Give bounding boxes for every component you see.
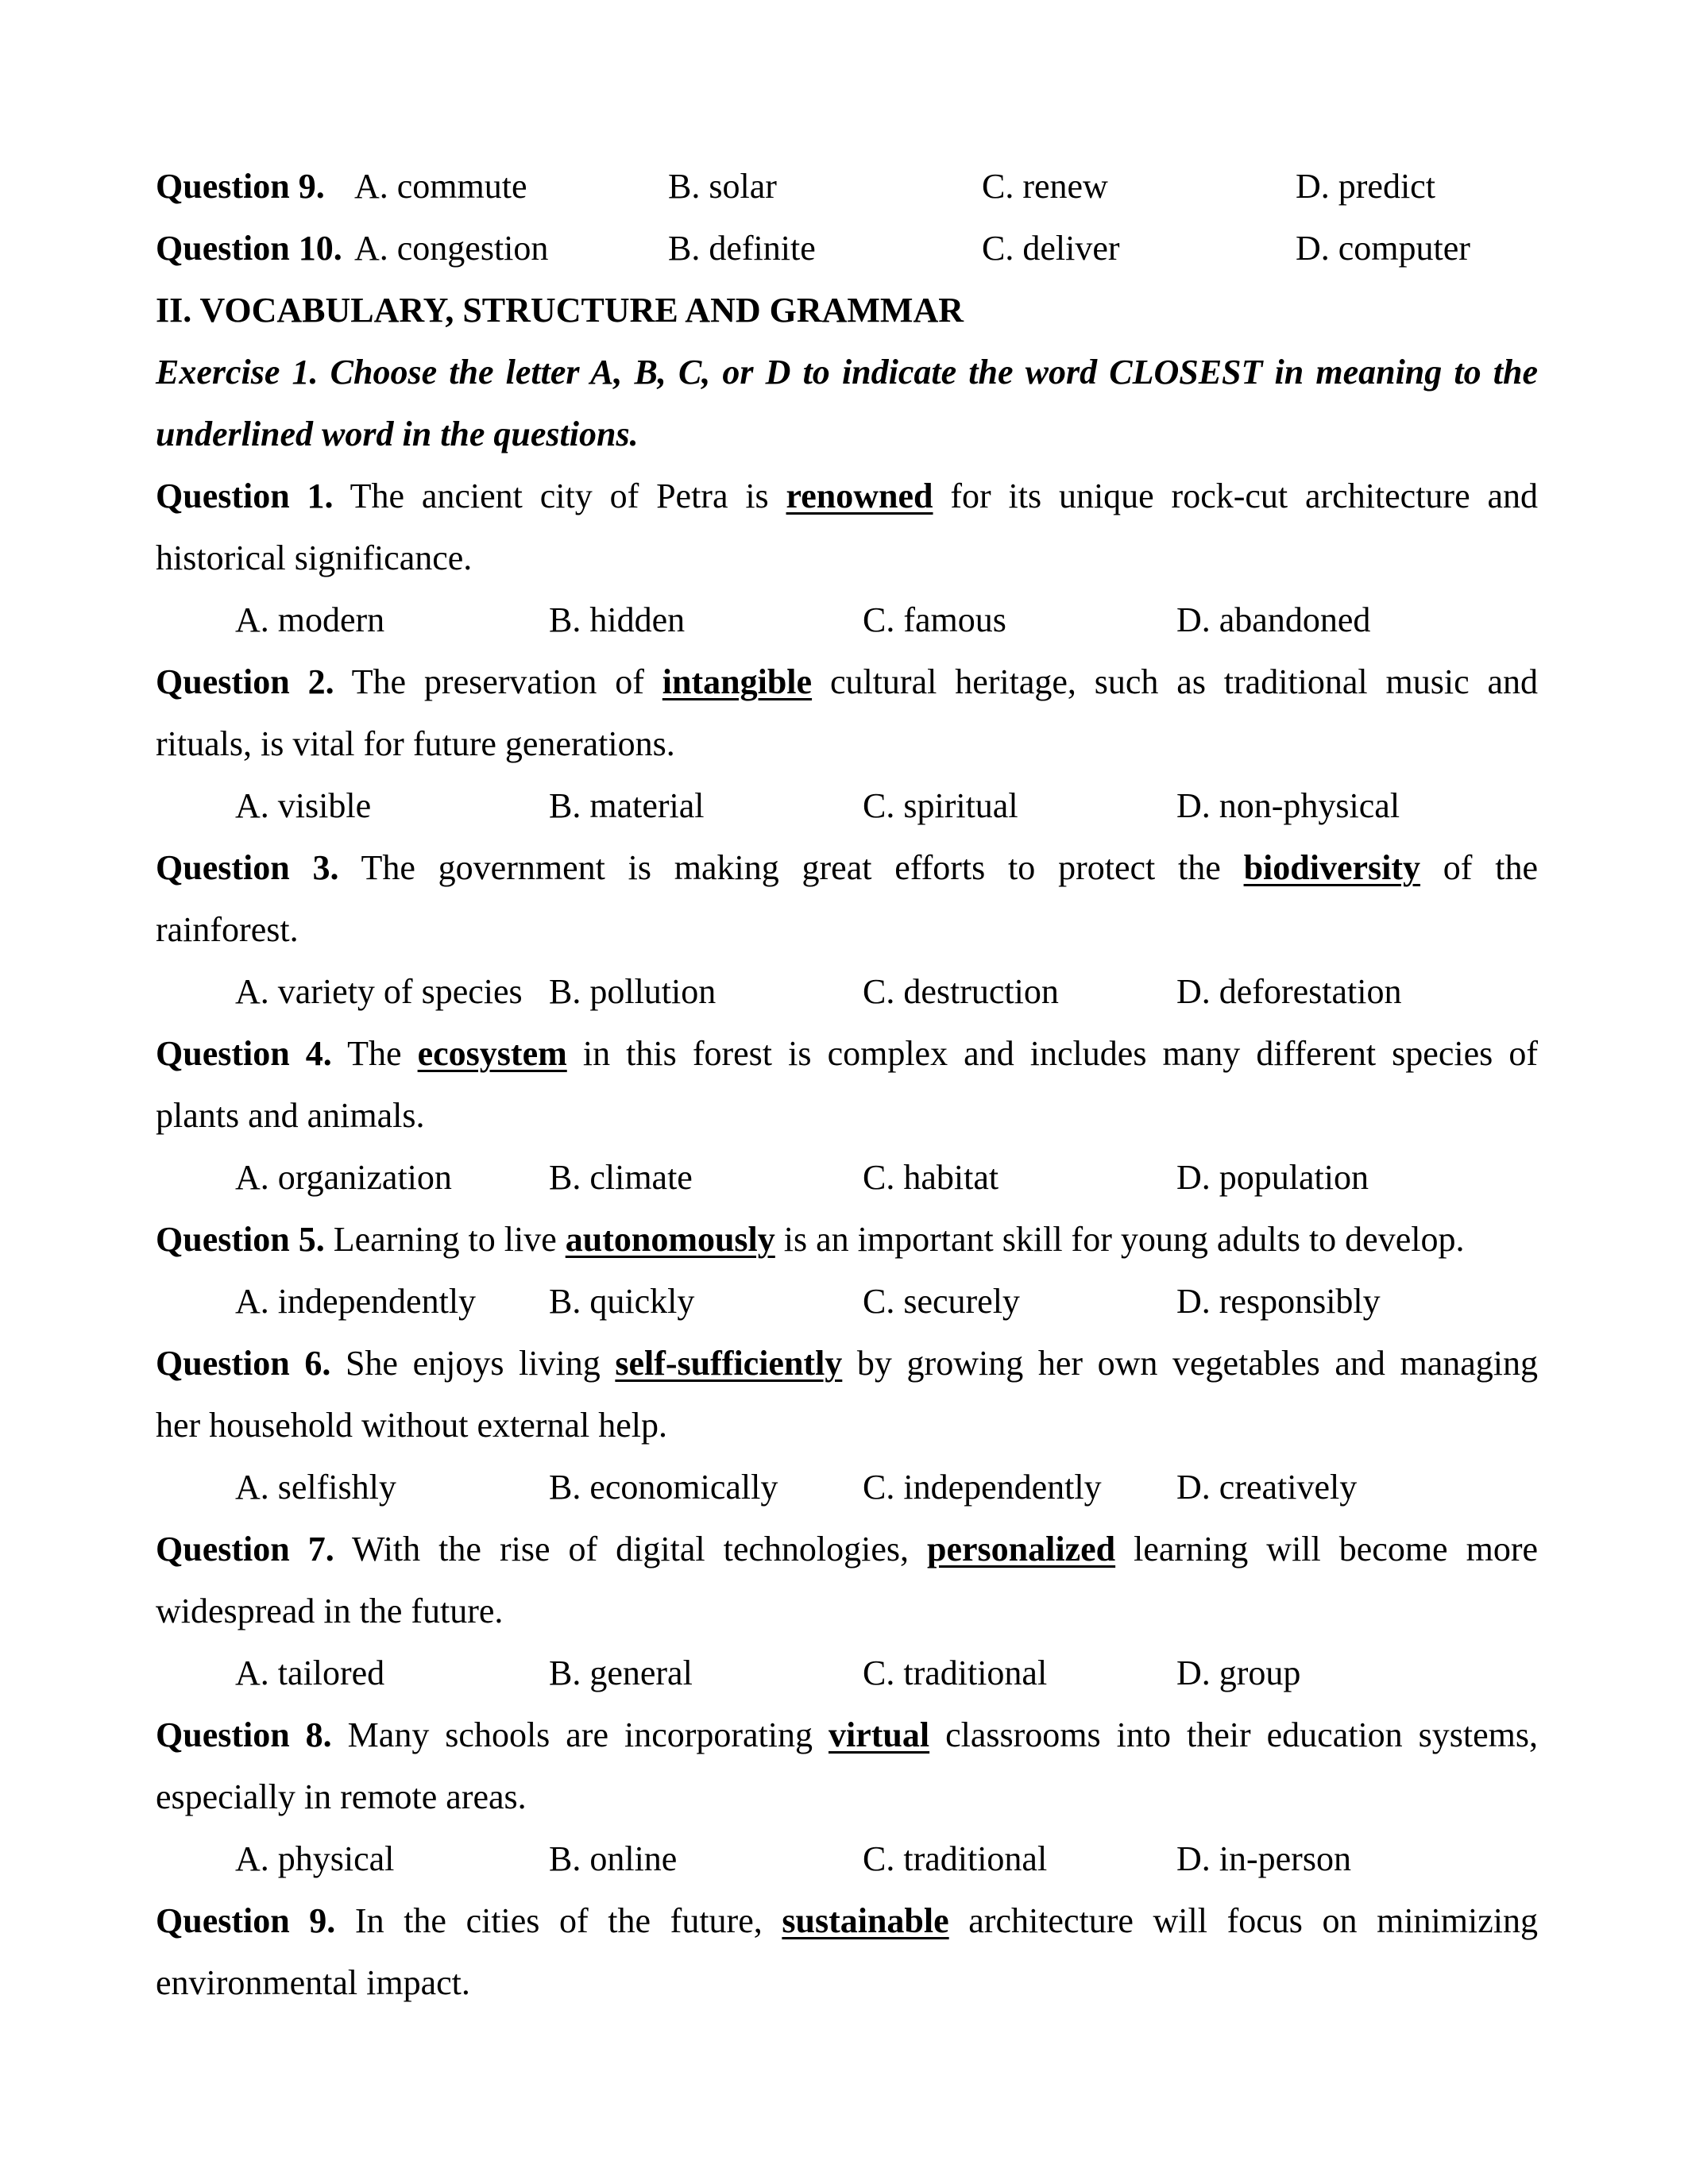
question-3-options [156, 961, 1538, 1023]
option-a: A. commute [354, 167, 527, 206]
pronunciation-question-9 [156, 156, 1538, 218]
question-4-stem-cont: plants and animals. [156, 1096, 425, 1135]
question-7-stem [156, 1518, 1538, 1580]
question-label: Question 10. [156, 229, 342, 268]
question-label: Question 2. [156, 662, 334, 701]
stem-text: Learning to live [324, 1220, 566, 1259]
option-b: B. climate [549, 1158, 693, 1197]
option-d: D. abandoned [1176, 600, 1371, 639]
option-d: D. predict [1296, 167, 1435, 206]
option-a: A. organization [235, 1158, 452, 1197]
underlined-word: virtual [829, 1715, 930, 1754]
option-b: B. solar [668, 167, 777, 206]
option-c: C. securely [863, 1282, 1020, 1321]
option-a: A. modern [235, 600, 385, 639]
question-6-stem [156, 1333, 1538, 1395]
stem-text: cultural heritage, such as traditional music and [812, 662, 1539, 701]
option-c: C. spiritual [863, 786, 1018, 825]
option-c: C. independently [863, 1468, 1102, 1507]
question-1-options [156, 589, 1538, 651]
underlined-word: sustainable [782, 1901, 949, 1940]
stem-text: The government is making great efforts to protect the [338, 848, 1244, 887]
stem-text: Many schools are incorporating [331, 1715, 829, 1754]
underlined-word: autonomously [565, 1220, 775, 1259]
option-a: A. tailored [235, 1653, 385, 1692]
pronunciation-question-10 [156, 218, 1538, 280]
option-d: D. group [1176, 1653, 1301, 1692]
question-9-stem-cont: environmental impact. [156, 1963, 470, 2002]
question-1-stem [156, 465, 1538, 527]
question-8-options [156, 1828, 1538, 1890]
option-d: D. population [1176, 1158, 1369, 1197]
option-a: A. visible [235, 786, 372, 825]
option-c: C. deliver [982, 229, 1120, 268]
question-label: Question 3. [156, 848, 339, 887]
stem-text: The [331, 1034, 418, 1073]
stem-text: architecture will focus on minimizing [948, 1901, 1538, 1940]
question-8-stem-cont: especially in remote areas. [156, 1777, 527, 1816]
question-label: Question 7. [156, 1530, 334, 1569]
question-8-stem [156, 1704, 1538, 1766]
question-2-options [156, 775, 1538, 837]
underlined-word: biodiversity [1243, 848, 1421, 887]
option-a: A. variety of species [235, 972, 523, 1011]
option-d: D. responsibly [1176, 1282, 1381, 1321]
option-c: C. habitat [863, 1158, 999, 1197]
stem-text: The ancient city of Petra is [333, 477, 786, 515]
stem-text: classrooms into their education systems, [929, 1715, 1539, 1754]
option-c: C. destruction [863, 972, 1059, 1011]
stem-text: In the cities of the future, [335, 1901, 782, 1940]
option-b: B. hidden [549, 600, 686, 639]
stem-text: of the [1420, 848, 1538, 887]
question-4-options [156, 1147, 1538, 1209]
question-6-options [156, 1457, 1538, 1518]
option-c: C. renew [982, 167, 1108, 206]
option-a: A. congestion [354, 229, 549, 268]
question-2-stem [156, 651, 1538, 713]
exercise-instruction-line-2: underlined word in the questions. [156, 415, 639, 453]
question-2-stem-cont: rituals, is vital for future generations. [156, 724, 675, 763]
option-b: B. general [549, 1653, 693, 1692]
question-6-stem-cont: her household without external help. [156, 1406, 667, 1445]
question-3-stem-cont: rainforest. [156, 910, 299, 949]
option-d: D. creatively [1176, 1468, 1358, 1507]
question-1-stem-cont: historical significance. [156, 538, 473, 577]
question-3-stem [156, 837, 1538, 899]
question-5-options [156, 1271, 1538, 1333]
option-d: D. in-person [1176, 1839, 1351, 1878]
underlined-word: personalized [927, 1530, 1116, 1569]
option-d: D. computer [1296, 229, 1470, 268]
stem-text: learning will become more [1115, 1530, 1538, 1569]
option-d: D. non-physical [1176, 786, 1400, 825]
question-label: Question 1. [156, 477, 334, 515]
stem-text: for its unique rock-cut architecture and [933, 477, 1538, 515]
exercise-instruction-line-1: Exercise 1. Choose the letter A, B, C, or D to indicate the word CLOSEST in meaning to the [156, 353, 1538, 392]
stem-text: by growing her own vegetables and managing [842, 1344, 1538, 1383]
stem-text: With the rise of digital technologies, [334, 1530, 927, 1569]
option-a: A. physical [235, 1839, 395, 1878]
stem-text: The preservation of [334, 662, 662, 701]
option-c: C. traditional [863, 1653, 1048, 1692]
question-9-stem [156, 1890, 1538, 1952]
option-b: B. material [549, 786, 705, 825]
stem-text: She enjoys living [330, 1344, 616, 1383]
question-label: Question 4. [156, 1034, 332, 1073]
option-c: C. traditional [863, 1839, 1048, 1878]
question-7-stem-cont: widespread in the future. [156, 1592, 504, 1630]
question-label: Question 9. [156, 1901, 336, 1940]
option-b: B. pollution [549, 972, 717, 1011]
underlined-word: intangible [662, 662, 813, 701]
section-title: II. VOCABULARY, STRUCTURE AND GRAMMAR [156, 291, 964, 330]
underlined-word: renowned [786, 477, 933, 515]
question-label: Question 5. [156, 1220, 325, 1259]
question-5-stem [156, 1209, 1538, 1271]
question-4-stem [156, 1023, 1538, 1085]
underlined-word: ecosystem [417, 1034, 567, 1073]
option-d: D. deforestation [1176, 972, 1402, 1011]
option-b: B. quickly [549, 1282, 695, 1321]
option-a: A. selfishly [235, 1468, 396, 1507]
option-b: B. online [549, 1839, 678, 1878]
question-7-options [156, 1642, 1538, 1704]
document-page [156, 156, 1538, 2014]
stem-text: is an important skill for young adults to develop. [774, 1220, 1465, 1259]
underlined-word: self-sufficiently [615, 1344, 843, 1383]
stem-text: in this forest is complex and includes many different species of [566, 1034, 1538, 1073]
question-label: Question 9. [156, 167, 325, 206]
option-a: A. independently [235, 1282, 477, 1321]
question-label: Question 6. [156, 1344, 331, 1383]
option-b: B. economically [549, 1468, 778, 1507]
option-c: C. famous [863, 600, 1006, 639]
question-label: Question 8. [156, 1715, 332, 1754]
option-b: B. definite [668, 229, 816, 268]
